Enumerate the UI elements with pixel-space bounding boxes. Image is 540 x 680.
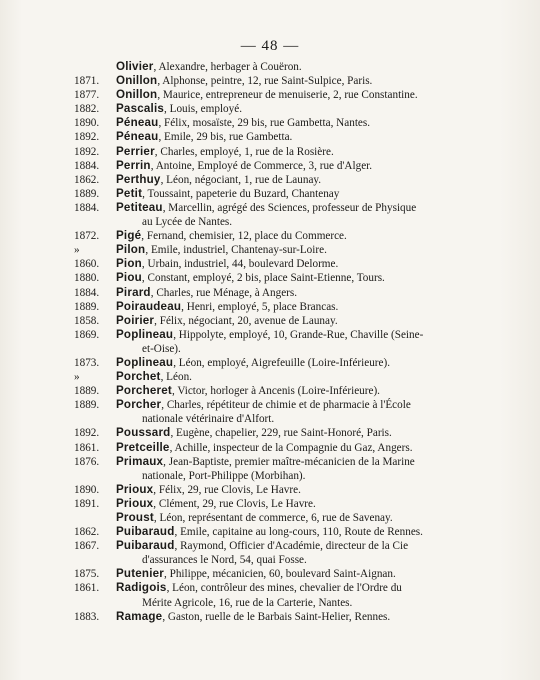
entry-year: 1889. <box>74 385 100 398</box>
entry-surname: Pigé <box>116 229 142 243</box>
entry-year: 1892. <box>74 145 100 158</box>
entry-year: 1875. <box>74 568 100 581</box>
list-item <box>74 455 460 483</box>
entry-surname: Pion <box>116 257 142 271</box>
list-item <box>74 581 460 609</box>
entry-details: , Fernand, chemisier, 12, place du Commerce. <box>141 230 347 243</box>
entry-surname: Radigois <box>116 581 167 595</box>
entry-continuation: nationale vétérinaire d'Alfort. <box>142 413 275 426</box>
entry-surname: Péneau <box>116 130 159 144</box>
entry-surname: Puibaraud <box>116 525 175 539</box>
entry-year: 1867. <box>74 540 100 553</box>
entry-details: , Philippe, mécanicien, 60, boulevard Saint-Aignan. <box>164 568 396 581</box>
list-item <box>74 539 460 567</box>
entry-year: 1869. <box>74 328 100 341</box>
page-number: — 48 — <box>240 38 300 54</box>
entry-year: 1884. <box>74 159 100 172</box>
entry-continuation: d'assurances le Nord, 54, quai Fosse. <box>142 554 307 567</box>
entry-details: , Victor, horloger à Ancenis (Loire-Inférieure). <box>171 385 380 398</box>
list-item <box>74 271 460 285</box>
entry-details: , Toussaint, papeterie du Buzard, Chantenay <box>142 187 340 200</box>
entry-details: , Louis, employé. <box>164 103 243 116</box>
list-item <box>74 130 460 144</box>
entry-details: , Jean-Baptiste, premier maître-mécanicien de la Marine <box>163 455 415 468</box>
list-item <box>74 116 460 130</box>
entry-surname: Pascalis <box>116 102 165 116</box>
entry-details: , Eugène, chapelier, 229, rue Saint-Honoré, Paris. <box>170 427 392 440</box>
entry-year: 1860. <box>74 258 100 271</box>
entry-surname: Porchet <box>116 370 161 384</box>
entry-surname: Péneau <box>116 116 159 130</box>
entry-year: » <box>74 371 80 384</box>
entry-year: 1892. <box>74 131 100 144</box>
entry-year: 1877. <box>74 89 100 102</box>
entry-surname: Poirier <box>116 313 155 327</box>
entry-surname: Poussard <box>116 426 171 440</box>
entry-details: , Emile, capitaine au long-cours, 110, Route de Rennes. <box>174 526 423 539</box>
entry-details: , Antoine, Employé de Commerce, 3, rue d'Alger. <box>150 159 373 172</box>
entry-surname: Perrier <box>116 144 155 158</box>
entry-surname: Poiraudeau <box>116 299 182 313</box>
list-item <box>74 567 460 581</box>
list-item <box>74 145 460 159</box>
entry-surname: Putenier <box>116 567 164 581</box>
entry-details: , Charles, rue Ménage, à Angers. <box>150 286 298 299</box>
list-item <box>74 610 460 624</box>
entry-year: 1889. <box>74 300 100 313</box>
entry-year: 1880. <box>74 272 100 285</box>
entry-details: , Emile, industriel, Chantenay-sur-Loire. <box>145 244 327 257</box>
member-list <box>74 60 460 624</box>
entry-details: , Félix, négociant, 20, avenue de Launay. <box>154 314 338 327</box>
list-item <box>74 88 460 102</box>
entry-surname: Petiteau <box>116 200 163 214</box>
entry-year: 1883. <box>74 610 100 623</box>
entry-details: , Urbain, industriel, 44, boulevard Delorme. <box>141 258 339 271</box>
entry-year: 1891. <box>74 497 100 510</box>
entry-year: 1862. <box>74 526 100 539</box>
entry-details: , Félix, mosaïste, 29 bis, rue Gambetta, Nantes. <box>158 117 371 130</box>
entry-details: , Hippolyte, employé, 10, Grande-Rue, Chaville (Seine- <box>173 328 424 341</box>
entry-details: , Marcellin, agrégé des Sciences, professeur de Physique <box>162 201 417 214</box>
list-item <box>74 497 460 511</box>
entry-details: , Alphonse, peintre, 12, rue Saint-Sulpice, Paris. <box>157 75 373 88</box>
entry-surname: Porcher <box>116 398 162 412</box>
entry-surname: Perthuy <box>116 172 161 186</box>
list-item <box>74 370 460 384</box>
entry-details: , Léon, représentant de commerce, 6, rue de Savenay. <box>153 512 393 524</box>
entry-details: , Henri, employé, 5, place Brancas. <box>181 300 339 313</box>
entry-year: 1872. <box>74 230 100 243</box>
list-item <box>74 257 460 271</box>
entry-continuation: au Lycée de Nantes. <box>142 216 233 229</box>
list-item <box>74 201 460 229</box>
entry-surname: Puibaraud <box>116 539 175 553</box>
list-item <box>74 328 460 356</box>
list-item <box>74 441 460 455</box>
entry-details: , Léon, négociant, 1, rue de Launay. <box>160 173 322 186</box>
entry-year: 1861. <box>74 441 100 454</box>
entry-surname: Onillon <box>116 88 158 102</box>
entry-surname: Perrin <box>116 158 151 172</box>
entry-details: , Charles, répétiteur de chimie et de pharmacie à l'École <box>161 399 411 412</box>
list-item <box>74 229 460 243</box>
entry-continuation: nationale, Port-Philippe (Morbihan). <box>142 469 306 482</box>
list-item <box>74 426 460 440</box>
list-item <box>74 102 460 116</box>
entry-surname: Piou <box>116 271 142 285</box>
entry-surname: Prioux <box>116 496 154 510</box>
entry-surname: Poplineau <box>116 355 174 369</box>
entry-surname: Onillon <box>116 74 158 88</box>
entry-details: , Raymond, Officier d'Académie, directeur de la Cie <box>174 540 409 553</box>
entry-surname: Olivier <box>116 60 154 73</box>
entry-year: 1882. <box>74 103 100 116</box>
list-item <box>74 74 460 88</box>
list-item <box>74 511 460 525</box>
entry-details: , Emile, 29 bis, rue Gambetta. <box>158 131 293 144</box>
entry-surname: Pilon <box>116 243 146 257</box>
entry-year: 1873. <box>74 356 100 369</box>
entry-year: 1890. <box>74 117 100 130</box>
list-item <box>74 384 460 398</box>
entry-details: , Maurice, entrepreneur de menuiserie, 2, rue Constantine. <box>157 89 418 102</box>
entry-year: 1890. <box>74 483 100 496</box>
entry-year: 1871. <box>74 75 100 88</box>
entry-year: 1884. <box>74 201 100 214</box>
list-item <box>74 398 460 426</box>
list-item <box>74 159 460 173</box>
entry-surname: Pretceille <box>116 440 170 454</box>
entry-continuation: et-Oise). <box>142 342 181 355</box>
list-item <box>74 483 460 497</box>
entry-year: 1862. <box>74 173 100 186</box>
list-item <box>74 243 460 257</box>
list-item <box>74 525 460 539</box>
entry-year: 1876. <box>74 455 100 468</box>
entry-year: 1884. <box>74 286 100 299</box>
entry-surname: Pirard <box>116 285 151 299</box>
entry-year: 1892. <box>74 427 100 440</box>
entry-year: » <box>74 244 80 257</box>
entry-year: 1889. <box>74 187 100 200</box>
entry-details: , Charles, employé, 1, rue de la Rosière. <box>154 145 334 158</box>
entry-details: , Félix, 29, rue Clovis, Le Havre. <box>153 483 301 496</box>
entry-details: , Alexandre, herbager à Couëron. <box>153 61 302 73</box>
entry-year: 1858. <box>74 314 100 327</box>
entry-details: , Léon, contrôleur des mines, chevalier de l'Ordre du <box>166 582 402 595</box>
entry-surname: Prioux <box>116 482 154 496</box>
list-item <box>74 187 460 201</box>
entry-continuation: Mérite Agricole, 16, rue de la Carterie, Nantes. <box>142 596 353 609</box>
list-item <box>74 173 460 187</box>
entry-details: , Léon, employé, Aigrefeuille (Loire-Inférieure). <box>173 356 391 369</box>
list-item <box>74 286 460 300</box>
entry-surname: Ramage <box>116 609 163 623</box>
entry-details: , Achille, inspecteur de la Compagnie du Gaz, Angers. <box>169 441 413 454</box>
entry-surname: Petit <box>116 186 143 200</box>
entry-surname: Primaux <box>116 454 164 468</box>
list-item <box>74 314 460 328</box>
list-item <box>74 356 460 370</box>
entry-surname: Porcheret <box>116 384 172 398</box>
entry-details: , Clément, 29, rue Clovis, Le Havre. <box>153 497 316 510</box>
entry-surname: Poplineau <box>116 327 174 341</box>
entry-details: , Gaston, ruelle de le Barbais Saint-Helier, Rennes. <box>162 610 391 623</box>
entry-surname: Proust <box>116 511 154 524</box>
list-item <box>74 60 460 74</box>
list-item <box>74 300 460 314</box>
entry-year: 1889. <box>74 399 100 412</box>
entry-details: , Léon. <box>160 371 192 384</box>
entry-year: 1861. <box>74 582 100 595</box>
entry-details: , Constant, employé, 2 bis, place Saint-Etienne, Tours. <box>141 272 385 285</box>
